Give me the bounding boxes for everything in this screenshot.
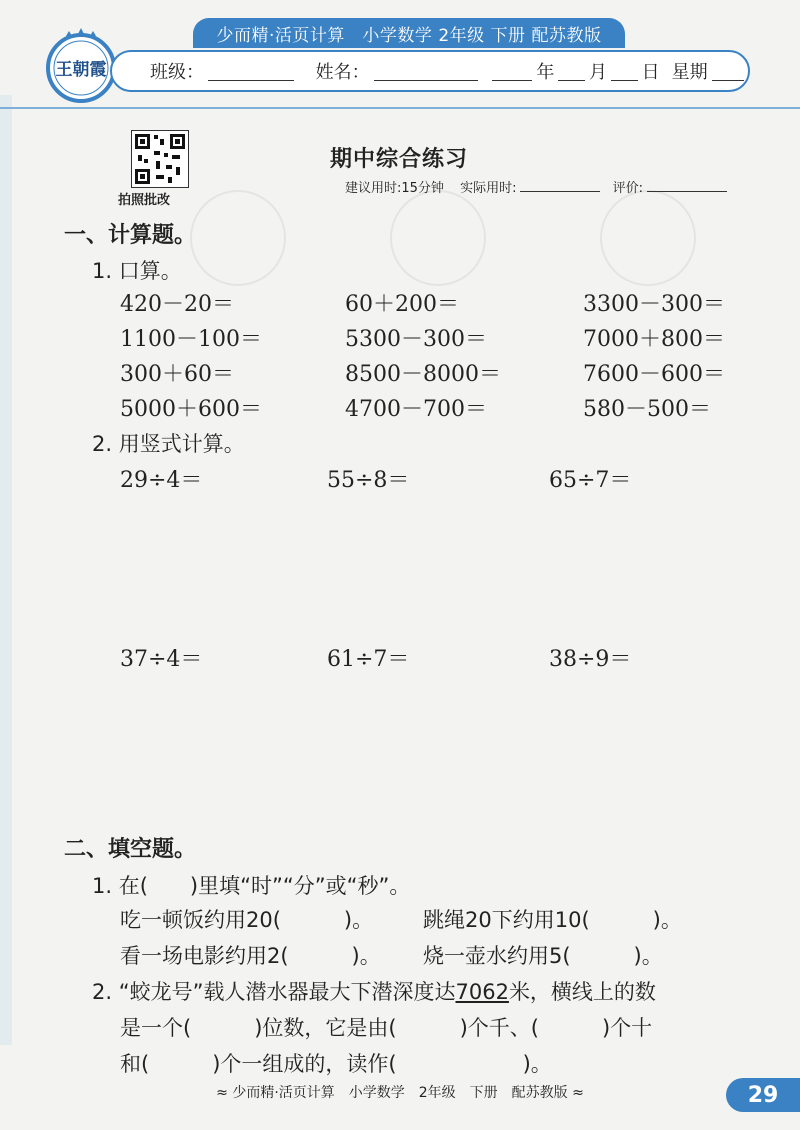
oral-item[interactable]: 4700－700＝ (345, 397, 487, 422)
bleed-circle (190, 190, 286, 286)
month-field[interactable] (558, 62, 585, 81)
fill-q1-a[interactable]: 吃一顿饭约用20( )。 (120, 908, 374, 932)
oral-item[interactable]: 5300－300＝ (345, 327, 487, 352)
fill-q2-line1: 2. “蛟龙号”载人潜水器最大下潜深度达7062米，横线上的数 (92, 980, 656, 1004)
oral-item[interactable]: 580－500＝ (583, 397, 711, 422)
year-label: 年 (536, 62, 555, 83)
time-meta (345, 177, 735, 196)
qr-label: 拍照批改 (118, 193, 171, 208)
month-label: 月 (588, 62, 607, 83)
oral-item[interactable]: 7600－600＝ (583, 362, 725, 387)
oral-heading: 1. 口算。 (92, 259, 182, 283)
page-title: 期中综合练习 (330, 147, 469, 172)
oral-item[interactable]: 60＋200＝ (345, 292, 459, 317)
student-info-bar (110, 50, 750, 92)
vertical-item[interactable]: 55÷8＝ (327, 468, 410, 493)
oral-item[interactable]: 5000＋600＝ (120, 397, 262, 422)
page-number: 29 (726, 1078, 800, 1112)
weekday-label: 星期 (671, 62, 708, 83)
name-label: 姓名： (315, 62, 370, 83)
page-footer: ≈ 少而精·活页计算 小学数学 2年级 下册 配苏教版 ≈ (216, 1085, 584, 1101)
bleed-circle (390, 190, 486, 286)
oral-item[interactable]: 7000＋800＝ (583, 327, 725, 352)
svg-text:王朝霞: 王朝霞 (55, 60, 107, 80)
section1-heading: 一、计算题。 (64, 223, 197, 248)
depth-number: 7062 (455, 980, 509, 1004)
rating-label: 评价: (612, 181, 643, 196)
class-label: 班级： (150, 62, 204, 83)
qr-code-icon[interactable] (131, 130, 189, 188)
actual-time-field[interactable] (520, 179, 600, 192)
weekday-field[interactable] (712, 62, 744, 81)
rating-field[interactable] (647, 179, 727, 192)
vertical-heading: 2. 用竖式计算。 (92, 432, 245, 456)
suggested-time: 建议用时:15分钟 (345, 181, 444, 196)
series-banner: 少而精·活页计算 小学数学 2年级 下册 配苏教版 (193, 18, 625, 48)
vertical-item[interactable]: 61÷7＝ (327, 647, 410, 672)
day-field[interactable] (611, 62, 638, 81)
oral-item[interactable]: 8500－8000＝ (345, 362, 501, 387)
section2-heading: 二、填空题。 (64, 837, 197, 862)
vertical-item[interactable]: 38÷9＝ (549, 647, 632, 672)
page-edge-tint (0, 95, 12, 1045)
fill-q1-c[interactable]: 看一场电影约用2( )。 (120, 944, 381, 968)
oral-item[interactable]: 1100－100＝ (120, 327, 262, 352)
fill-q1-d[interactable]: 烧一壶水约用5( )。 (423, 944, 663, 968)
name-field[interactable] (374, 62, 479, 81)
vertical-item[interactable]: 65÷7＝ (549, 468, 632, 493)
fill-q2-line3[interactable]: 和( )个一组成的，读作( )。 (120, 1052, 552, 1076)
fill-q1: 1. 在( )里填“时”“分”或“秒”。 (92, 874, 411, 898)
header-divider (0, 107, 800, 109)
vertical-item[interactable]: 29÷4＝ (120, 468, 203, 493)
fill-q2-line2[interactable]: 是一个( )位数，它是由( )个千、( )个十 (120, 1016, 653, 1040)
oral-item[interactable]: 3300－300＝ (583, 292, 725, 317)
class-field[interactable] (208, 62, 294, 81)
bleed-circle (600, 190, 696, 286)
year-field[interactable] (492, 62, 532, 81)
oral-item[interactable]: 300＋60＝ (120, 362, 234, 387)
day-label: 日 (641, 62, 660, 83)
actual-time-label: 实际用时: (460, 181, 517, 196)
vertical-item[interactable]: 37÷4＝ (120, 647, 203, 672)
fill-q1-b[interactable]: 跳绳20下约用10( )。 (423, 908, 682, 932)
oral-item[interactable]: 420－20＝ (120, 292, 234, 317)
